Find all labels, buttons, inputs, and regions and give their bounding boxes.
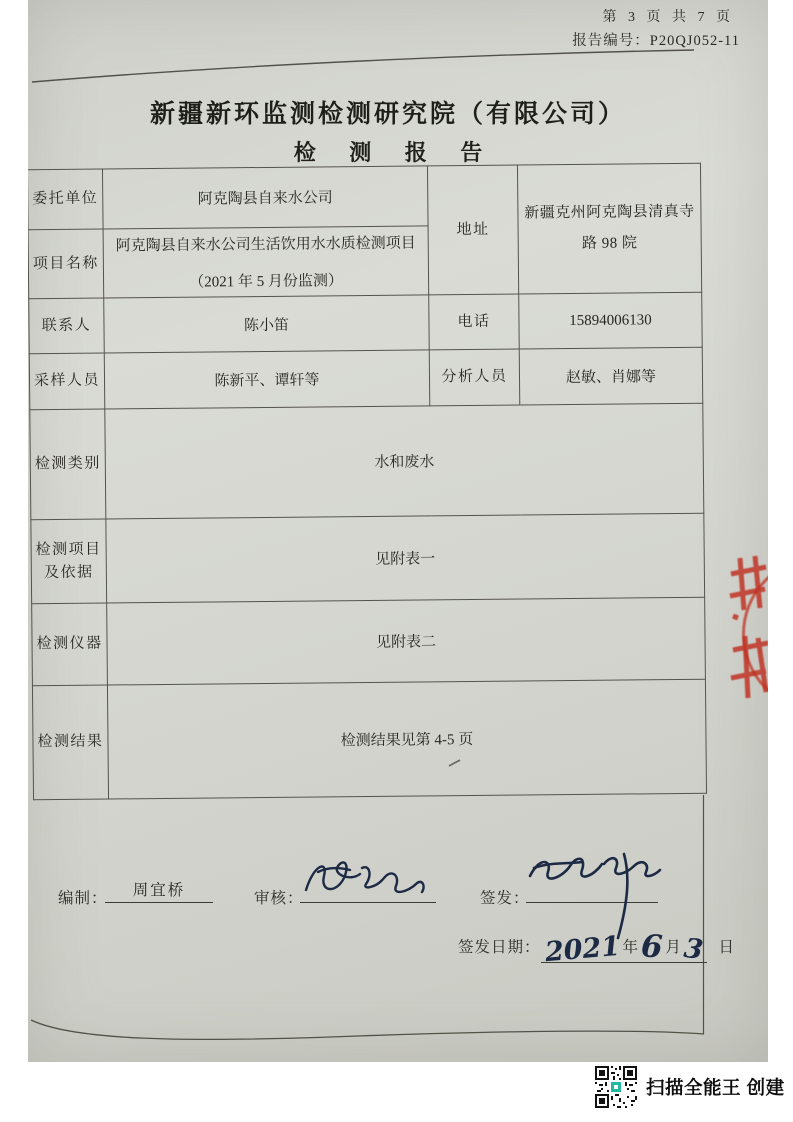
- address-value: 新疆克州阿克陶县清真寺路 98 院: [517, 163, 701, 294]
- day-unit: 日: [718, 938, 735, 956]
- issue-date-row: [458, 928, 735, 968]
- table-row-personnel: [29, 347, 703, 409]
- report-info-table: [28, 163, 707, 800]
- issue-date-label: 签发日期：: [458, 938, 541, 956]
- table-row-result: [32, 679, 706, 799]
- project-line1: 阿克陶县自来水公司生活饮用水水质检测项目: [115, 235, 416, 255]
- issue-date-month: 6: [640, 928, 664, 966]
- scanner-badge: [595, 1066, 785, 1108]
- issue-date-day: 3: [681, 932, 705, 966]
- table-row-contact: [29, 292, 702, 353]
- instrument-label: 检测仪器: [32, 603, 108, 686]
- project-value: [103, 226, 429, 298]
- report-number-value: P20QJ052-11: [649, 33, 740, 49]
- table-row-instrument: [32, 597, 706, 685]
- client-label: 委托单位: [28, 169, 103, 230]
- scanned-paper: [28, 0, 768, 1062]
- reviewed-label: 审核：: [254, 890, 304, 907]
- document-title: 检 测 报 告: [293, 140, 497, 165]
- report-number-label: 报告编号：: [572, 33, 650, 49]
- project-label: 项目名称: [28, 229, 104, 299]
- issuer-signature-line: [526, 878, 658, 903]
- client-value: 阿克陶县自来水公司: [102, 166, 428, 229]
- issue-date-year: 2021: [543, 930, 621, 968]
- items-label: 检测项目及依据: [31, 519, 107, 604]
- phone-value: 15894006130: [519, 292, 703, 349]
- organization-title: 新疆新环监测检测研究院（有限公司）: [149, 101, 626, 128]
- analyst-value: 赵敏、肖娜等: [519, 347, 703, 405]
- page-indicator: 第 3 页 共 7 页: [602, 10, 734, 25]
- report-number: [572, 29, 740, 50]
- address-label: 地址: [427, 165, 518, 295]
- table-row-category: [30, 403, 704, 519]
- table-row-items: [31, 513, 705, 603]
- contact-label: 联系人: [29, 298, 105, 354]
- year-unit: 年: [622, 938, 639, 956]
- table-row-client: [28, 163, 701, 229]
- sampler-label: 采样人员: [29, 353, 105, 410]
- contact-value: 陈小笛: [104, 295, 430, 353]
- analyst-label: 分析人员: [429, 349, 520, 406]
- prepared-label: 编制：: [58, 890, 108, 907]
- project-line2: （2021 年 5 月份监测）: [189, 273, 344, 291]
- qr-code-icon: [595, 1066, 637, 1108]
- reviewer-signature-line: [300, 878, 436, 903]
- result-label: 检测结果: [32, 685, 108, 800]
- instrument-value: 见附表二: [107, 597, 706, 685]
- items-value: 见附表一: [106, 513, 705, 603]
- issue-date-blank: [541, 928, 707, 968]
- category-value: 水和废水: [105, 403, 704, 519]
- category-label: 检测类别: [30, 409, 106, 520]
- result-value: 检测结果见第 4-5 页: [107, 679, 706, 799]
- issued-label: 签发：: [480, 890, 530, 907]
- prepared-by-name: 周宜桥: [105, 878, 213, 903]
- phone-label: 电话: [429, 294, 520, 350]
- sampler-value: 陈新平、谭轩等: [104, 350, 430, 409]
- scanner-badge-text: 扫描全能王 创建: [646, 1077, 785, 1098]
- month-unit: 月: [665, 938, 681, 956]
